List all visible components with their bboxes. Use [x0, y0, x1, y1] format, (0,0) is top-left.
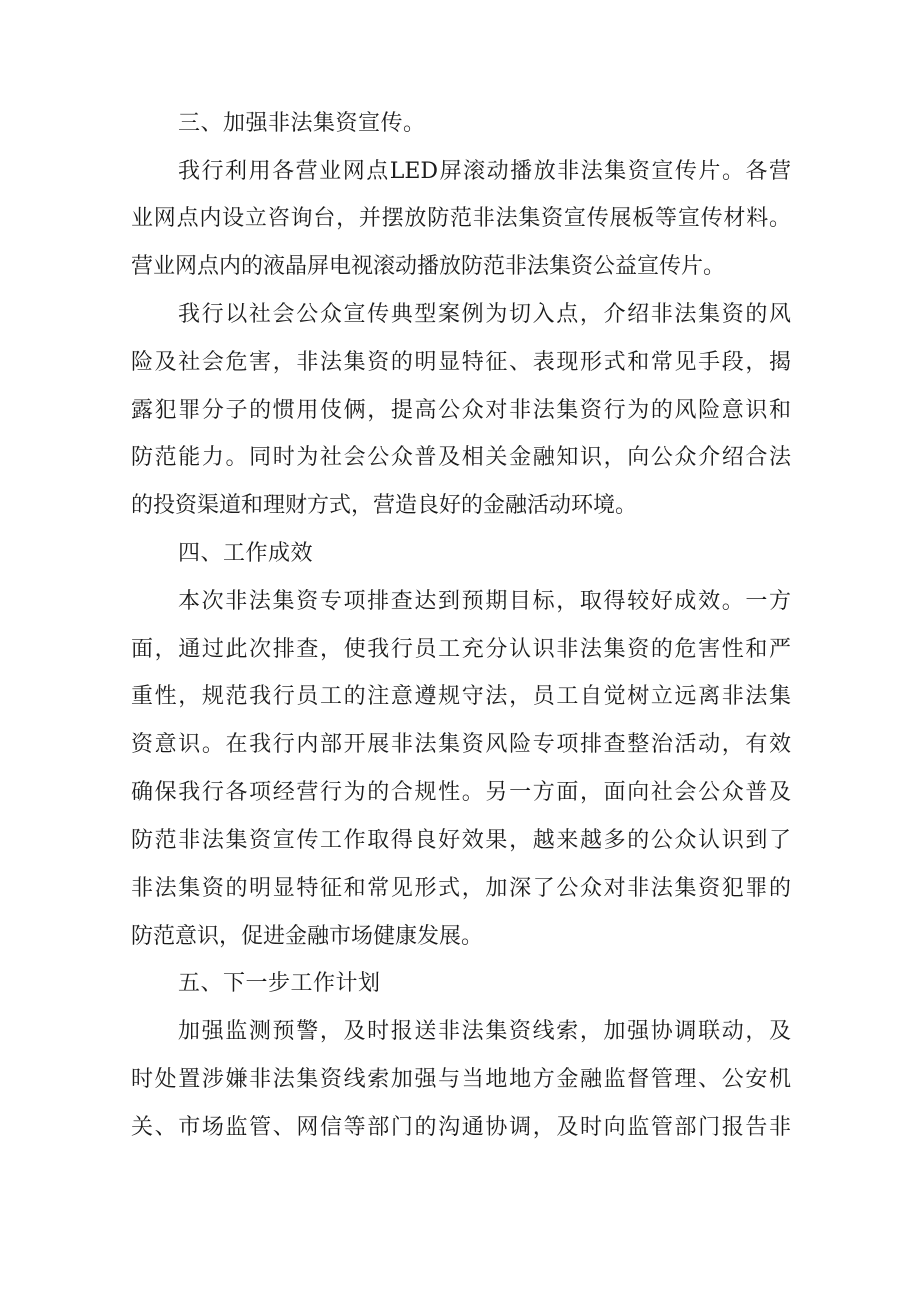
paragraph-line: 营业网点内的液晶屏电视滚动播放防范非法集资公益宣传片。	[131, 254, 726, 279]
paragraph-line: 加强监测预警，及时报送非法集资线索，加强协调联动，及	[178, 1019, 791, 1044]
paragraph-line: 本次非法集资专项排查达到预期目标，取得较好成效。一方	[178, 589, 791, 614]
paragraph-line: 我行利用各营业网点LED屏滚动播放非法集资宣传片。各营	[178, 159, 791, 184]
paragraph-line: 关、市场监管、网信等部门的沟通协调，及时向监管部门报告非	[131, 1115, 791, 1140]
paragraph-line: 资意识。在我行内部开展非法集资风险专项排查整治活动，有效	[131, 732, 791, 757]
paragraph-line: 确保我行各项经营行为的合规性。另一方面，面向社会公众普及	[131, 780, 791, 805]
section-heading: 五、下一步工作计划	[178, 971, 381, 996]
paragraph-line: 险及社会危害，非法集资的明显特征、表现形式和常见手段，揭	[131, 350, 791, 375]
paragraph-line: 时处置涉嫌非法集资线索加强与当地地方金融监督管理、公安机	[131, 1067, 791, 1092]
section-heading: 三、加强非法集资宣传。	[178, 111, 426, 136]
paragraph-line: 重性，规范我行员工的注意遵规守法，员工自觉树立远离非法集	[131, 684, 791, 709]
paragraph-line: 的投资渠道和理财方式，营造良好的金融活动环境。	[131, 493, 638, 518]
section-heading: 四、工作成效	[178, 541, 314, 566]
paragraph-line: 面，通过此次排查，使我行员工充分认识非法集资的危害性和严	[131, 637, 791, 662]
paragraph-line: 防范意识，促进金融市场健康发展。	[131, 924, 484, 949]
paragraph-line: 我行以社会公众宣传典型案例为切入点，介绍非法集资的风	[178, 302, 791, 327]
paragraph-line: 非法集资的明显特征和常见形式，加深了公众对非法集资犯罪的	[131, 876, 791, 901]
paragraph-line: 防范能力。同时为社会公众普及相关金融知识，向公众介绍合法	[131, 445, 791, 470]
paragraph-line: 业网点内设立咨询台，并摆放防范非法集资宣传展板等宣传材料。	[131, 206, 791, 231]
paragraph-line: 露犯罪分子的惯用伎俩，提高公众对非法集资行为的风险意识和	[131, 398, 791, 423]
paragraph-line: 防范非法集资宣传工作取得良好效果，越来越多的公众认识到了	[131, 828, 791, 853]
